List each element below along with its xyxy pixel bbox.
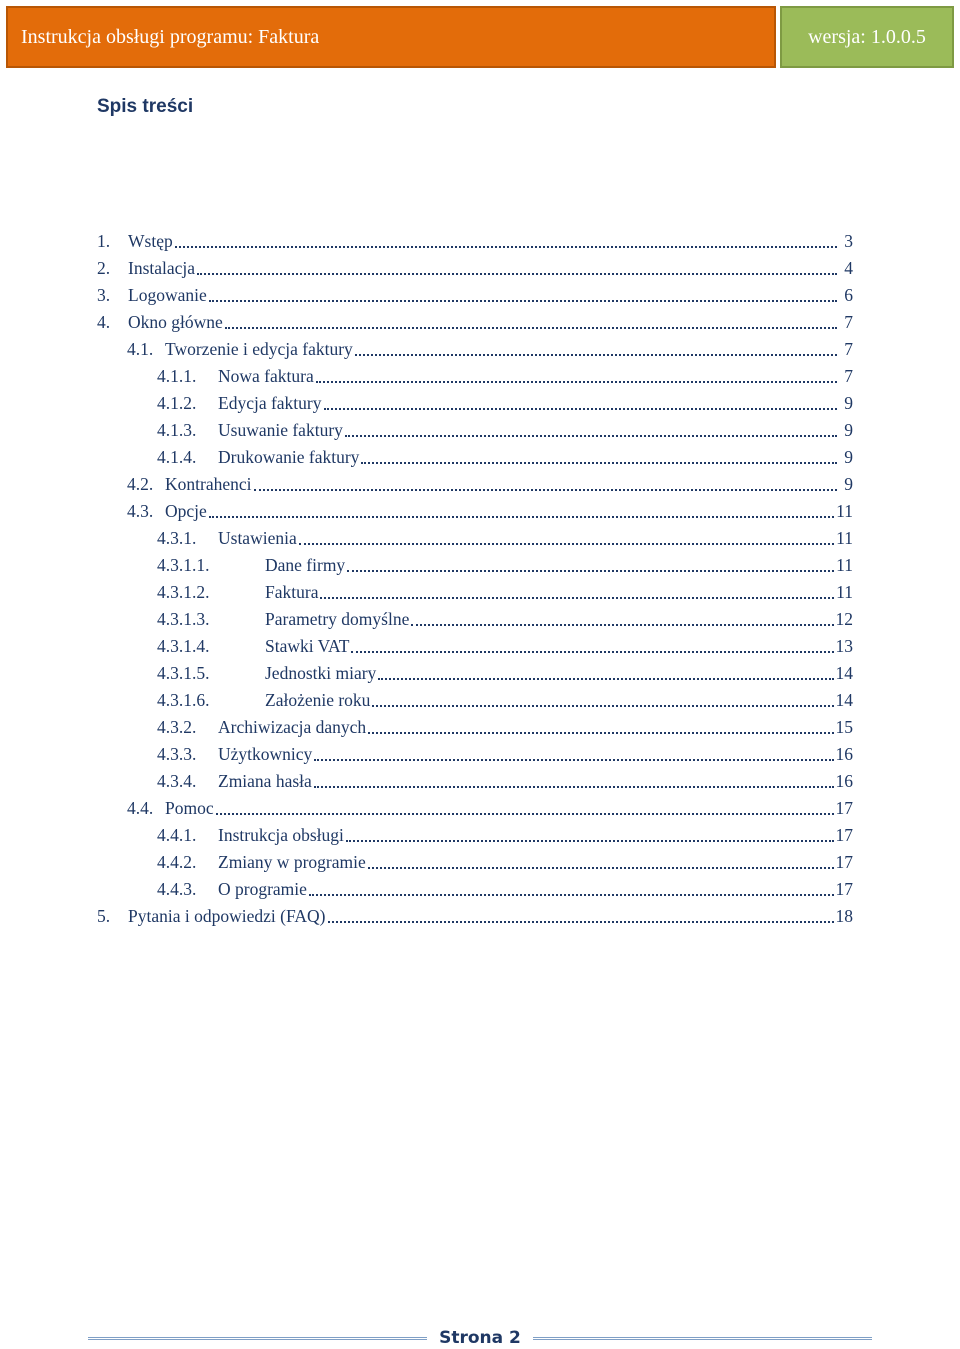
toc-entry-label xyxy=(127,336,355,363)
toc-entry-label xyxy=(97,903,328,930)
toc-leader-dots xyxy=(355,354,837,356)
toc-entry-text: Zmiana hasła xyxy=(218,771,312,791)
toc-entry-page: 7 xyxy=(844,339,853,359)
toc-entry-label xyxy=(157,444,361,471)
toc-entry-label xyxy=(157,552,347,579)
toc-entry-text: Parametry domyślne xyxy=(265,609,410,629)
toc-entry-page: 9 xyxy=(844,474,853,494)
toc-leader-dots xyxy=(197,273,837,275)
toc-entry[interactable] xyxy=(97,309,853,336)
toc-leader-dots xyxy=(368,732,833,734)
toc-entry-page: 3 xyxy=(844,231,853,251)
toc-entry-label xyxy=(157,525,299,552)
toc-entry-number: 4.4.2. xyxy=(157,852,197,872)
header-title: Instrukcja obsługi programu: Faktura xyxy=(6,6,776,68)
toc-entry-number: 3. xyxy=(97,285,111,305)
toc-entry-text: Edycja faktury xyxy=(218,393,322,413)
toc-entry-text: Faktura xyxy=(265,582,319,602)
toc-entry-page: 9 xyxy=(844,420,853,440)
toc-entry-number: 4.3.1.5. xyxy=(157,663,210,683)
toc-leader-dots xyxy=(209,300,837,302)
toc-entry[interactable] xyxy=(97,525,853,552)
toc-entry-text: Usuwanie faktury xyxy=(218,420,343,440)
footer-rule-left xyxy=(88,1337,427,1340)
toc-entry-number: 4.3.1.2. xyxy=(157,582,210,602)
toc-entry[interactable] xyxy=(97,444,853,471)
toc-entry-label xyxy=(157,363,316,390)
toc-entry-number: 5. xyxy=(97,906,111,926)
toc-entry-label xyxy=(157,822,346,849)
toc-entry[interactable] xyxy=(97,741,853,768)
toc-leader-dots xyxy=(309,894,834,896)
toc-entry-page: 14 xyxy=(835,663,853,683)
toc-entry-page: 11 xyxy=(836,582,853,602)
toc-entry-text: O programie xyxy=(218,879,307,899)
toc-leader-dots xyxy=(216,813,834,815)
toc-entry-label xyxy=(157,579,320,606)
toc-entry-number: 4.3.4. xyxy=(157,771,197,791)
toc-entry-label xyxy=(97,255,197,282)
toc-entry-page: 14 xyxy=(835,690,853,710)
toc-entry-number: 4.3.3. xyxy=(157,744,197,764)
toc-entry-text: Założenie roku xyxy=(265,690,371,710)
toc-entry-label xyxy=(157,714,368,741)
toc-entry-text: Instrukcja obsługi xyxy=(218,825,344,845)
toc-entry-label xyxy=(97,309,225,336)
toc-entry-label xyxy=(157,876,309,903)
toc-leader-dots xyxy=(347,570,834,572)
toc-leader-dots xyxy=(209,516,834,518)
toc-entry-number: 4.4.3. xyxy=(157,879,197,899)
toc-leader-dots xyxy=(299,543,834,545)
toc-entry-page: 17 xyxy=(835,879,853,899)
toc-leader-dots xyxy=(411,624,833,626)
toc-entry-text: Okno główne xyxy=(128,312,223,332)
toc-entry-number: 4.3. xyxy=(127,501,154,521)
toc-entry-page: 16 xyxy=(835,771,853,791)
toc-entry-text: Stawki VAT xyxy=(265,636,350,656)
toc-leader-dots xyxy=(368,867,834,869)
toc-entry-page: 11 xyxy=(836,528,853,548)
page-header xyxy=(6,6,954,68)
toc-entry-page: 11 xyxy=(836,501,853,521)
toc-entry-text: Instalacja xyxy=(128,258,196,278)
table-of-contents xyxy=(97,228,853,930)
toc-entry[interactable] xyxy=(97,660,853,687)
toc-entry-label xyxy=(97,228,175,255)
toc-entry-page: 11 xyxy=(836,555,853,575)
toc-entry[interactable] xyxy=(97,228,853,255)
toc-entry-text: Kontrahenci xyxy=(165,474,252,494)
toc-entry[interactable] xyxy=(97,471,853,498)
toc-entry-page: 17 xyxy=(835,852,853,872)
toc-entry[interactable] xyxy=(97,768,853,795)
toc-leader-dots xyxy=(372,705,833,707)
toc-entry-label xyxy=(157,417,345,444)
toc-leader-dots xyxy=(328,921,834,923)
toc-entry-label xyxy=(157,606,411,633)
toc-entry[interactable] xyxy=(97,822,853,849)
toc-entry-page: 7 xyxy=(844,312,853,332)
toc-entry-page: 9 xyxy=(844,447,853,467)
toc-entry[interactable] xyxy=(97,606,853,633)
toc-entry-text: Pomoc xyxy=(165,798,214,818)
toc-entry-number: 4.1.2. xyxy=(157,393,197,413)
toc-leader-dots xyxy=(254,489,838,491)
toc-entry-text: Ustawienia xyxy=(218,528,297,548)
toc-entry-number: 4.4.1. xyxy=(157,825,197,845)
toc-entry-number: 4.3.1.1. xyxy=(157,555,210,575)
toc-entry-number: 4.3.1.4. xyxy=(157,636,210,656)
toc-entry-label xyxy=(157,849,368,876)
toc-entry-label xyxy=(157,741,314,768)
toc-entry-number: 4.1.4. xyxy=(157,447,197,467)
toc-entry-page: 7 xyxy=(844,366,853,386)
toc-leader-dots xyxy=(345,435,837,437)
toc-entry-label xyxy=(97,282,209,309)
toc-entry[interactable] xyxy=(97,714,853,741)
toc-entry-number: 4.2. xyxy=(127,474,154,494)
toc-entry-number: 4.1.1. xyxy=(157,366,197,386)
toc-entry-page: 18 xyxy=(835,906,853,926)
toc-entry-label xyxy=(157,660,378,687)
header-version: wersja: 1.0.0.5 xyxy=(780,6,954,68)
toc-entry-number: 4.1.3. xyxy=(157,420,197,440)
toc-entry[interactable] xyxy=(97,579,853,606)
toc-entry-number: 2. xyxy=(97,258,111,278)
toc-leader-dots xyxy=(324,408,838,410)
toc-entry-page: 13 xyxy=(835,636,853,656)
toc-entry-page: 17 xyxy=(835,798,853,818)
page-footer xyxy=(88,1328,872,1348)
toc-entry[interactable] xyxy=(97,849,853,876)
toc-entry-number: 4.1. xyxy=(127,339,154,359)
toc-entry-text: Wstęp xyxy=(128,231,173,251)
toc-entry[interactable] xyxy=(97,417,853,444)
toc-entry-number: 4.3.1.6. xyxy=(157,690,210,710)
toc-entry[interactable] xyxy=(97,255,853,282)
toc-entry-number: 4.4. xyxy=(127,798,154,818)
toc-entry-page: 17 xyxy=(835,825,853,845)
toc-entry-number: 4.3.2. xyxy=(157,717,197,737)
toc-entry-page: 12 xyxy=(835,609,853,629)
toc-entry-text: Opcje xyxy=(165,501,207,521)
toc-entry[interactable] xyxy=(97,282,853,309)
toc-entry-label xyxy=(127,498,209,525)
toc-entry-text: Tworzenie i edycja faktury xyxy=(165,339,353,359)
toc-leader-dots xyxy=(320,597,834,599)
toc-entry[interactable] xyxy=(97,903,853,930)
toc-entry-page: 6 xyxy=(844,285,853,305)
toc-entry[interactable] xyxy=(97,390,853,417)
toc-entry-page: 4 xyxy=(844,258,853,278)
toc-entry-label xyxy=(127,795,216,822)
toc-entry-page: 9 xyxy=(844,393,853,413)
footer-page-number: Strona 2 xyxy=(439,1328,521,1348)
toc-leader-dots xyxy=(346,840,834,842)
toc-leader-dots xyxy=(314,759,833,761)
toc-entry-number: 4.3.1. xyxy=(157,528,197,548)
toc-entry[interactable] xyxy=(97,876,853,903)
toc-entry-text: Logowanie xyxy=(128,285,207,305)
toc-leader-dots xyxy=(351,651,833,653)
toc-entry-text: Archiwizacja danych xyxy=(218,717,367,737)
toc-entry[interactable] xyxy=(97,552,853,579)
toc-leader-dots xyxy=(314,786,834,788)
toc-entry-page: 16 xyxy=(835,744,853,764)
footer-rule-right xyxy=(533,1337,872,1340)
toc-entry-label xyxy=(127,471,254,498)
toc-entry-text: Pytania i odpowiedzi (FAQ) xyxy=(128,906,326,926)
toc-entry-label xyxy=(157,390,324,417)
toc-leader-dots xyxy=(378,678,833,680)
toc-entry-text: Użytkownicy xyxy=(218,744,313,764)
toc-entry-number: 1. xyxy=(97,231,111,251)
toc-leader-dots xyxy=(225,327,837,329)
toc-entry-label xyxy=(157,687,372,714)
toc-entry[interactable] xyxy=(97,795,853,822)
toc-entry-label xyxy=(157,633,351,660)
toc-entry[interactable] xyxy=(97,633,853,660)
toc-leader-dots xyxy=(361,462,837,464)
toc-entry-text: Nowa faktura xyxy=(218,366,314,386)
toc-entry[interactable] xyxy=(97,336,853,363)
toc-entry-number: 4. xyxy=(97,312,111,332)
toc-entry-page: 15 xyxy=(835,717,853,737)
toc-entry-text: Jednostki miary xyxy=(265,663,377,683)
toc-entry-text: Dane firmy xyxy=(265,555,346,575)
toc-entry-label xyxy=(157,768,314,795)
toc-entry-text: Zmiany w programie xyxy=(218,852,366,872)
toc-entry[interactable] xyxy=(97,687,853,714)
toc-leader-dots xyxy=(175,246,837,248)
toc-entry-number: 4.3.1.3. xyxy=(157,609,210,629)
toc-entry[interactable] xyxy=(97,363,853,390)
toc-leader-dots xyxy=(316,381,837,383)
toc-entry[interactable] xyxy=(97,498,853,525)
toc-entry-text: Drukowanie faktury xyxy=(218,447,360,467)
toc-heading: Spis treści xyxy=(97,96,194,117)
